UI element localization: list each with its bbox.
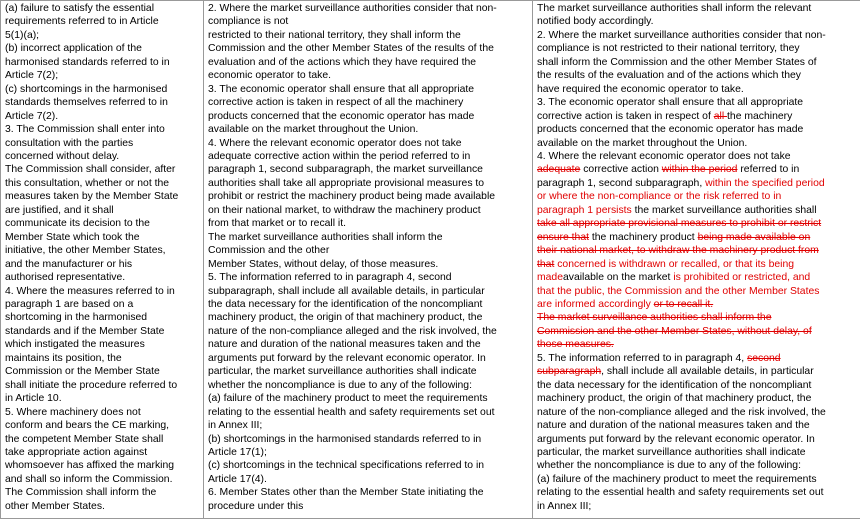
line-text: adequate corrective action within the period referred to in <box>208 150 471 162</box>
inserted-text: are informed accordingly <box>537 298 654 310</box>
text-line <box>208 298 528 311</box>
text-line <box>208 392 528 405</box>
column-proposal-text <box>204 1 533 519</box>
text-line <box>537 177 856 190</box>
line-text: Member States, without delay, of those measures. <box>208 258 439 270</box>
line-text: (a) failure of the machinery product to meet the requirements <box>537 473 817 485</box>
line-text: particular, the market surveillance authorities shall indicate <box>208 366 477 378</box>
text-line <box>208 231 528 244</box>
line-text: paragraph 1, second subparagraph, the market surveillance <box>208 164 483 176</box>
text-line <box>5 271 199 284</box>
line-text: in Annex III; <box>537 500 592 512</box>
deleted-text: those measures. <box>537 339 614 351</box>
text-line <box>5 419 199 432</box>
text-line <box>5 338 199 351</box>
text-line <box>5 150 199 163</box>
text-line <box>537 500 856 513</box>
text-line <box>208 365 528 378</box>
text-line <box>537 446 856 459</box>
line-text: 2. Where the market surveillance authorities consider that non- <box>537 29 826 41</box>
line-text: 5. The information referred to in paragraph 4, second <box>208 272 452 284</box>
text-line <box>5 177 199 190</box>
line-text: measures taken by the Member State <box>5 191 179 203</box>
line-text: harmonised standards referred to in <box>5 56 170 68</box>
text-line <box>208 258 528 271</box>
text-line <box>537 29 856 42</box>
line-text: Article 7(2). <box>5 110 59 122</box>
line-text: 6. Member States other than the Member State initiating the <box>208 487 484 499</box>
text-line <box>5 433 199 446</box>
text-line <box>537 244 856 257</box>
line-text: the results of the evaluation and of the actions which they <box>537 70 801 82</box>
text-line <box>208 433 528 446</box>
line-text: the market surveillance authorities shall <box>631 204 817 216</box>
line-text: nature and duration of the national measures taken and the <box>208 339 481 351</box>
line-text: communicate its decision to the <box>5 218 150 230</box>
text-line <box>5 311 199 324</box>
text-line <box>208 69 528 82</box>
text-line <box>5 392 199 405</box>
text-line <box>208 56 528 69</box>
text-line <box>208 29 528 42</box>
line-text: (c) shortcomings in the technical specifications referred to in <box>208 460 485 472</box>
line-text: 4. Where the relevant economic operator does not take <box>208 137 462 149</box>
line-text: requirements referred to in Article <box>5 16 159 28</box>
line-text: nature of the non-compliance alleged and the risk involved, the <box>208 325 497 337</box>
text-line <box>537 271 856 284</box>
text-line <box>5 2 199 15</box>
line-text: from that market or to recall it. <box>208 218 347 230</box>
line-text: standards and if the Member State <box>5 325 165 337</box>
deleted-text: second <box>747 352 781 364</box>
text-line <box>208 271 528 284</box>
text-line <box>208 42 528 55</box>
line-text: compliance is not <box>208 16 289 28</box>
line-text: available on the market throughout the Union. <box>537 137 748 149</box>
line-text: Commission and the other Member States of the results of the <box>208 43 494 55</box>
inserted-text: made <box>537 272 563 284</box>
line-text: 2. Where the market surveillance authorities consider that non- <box>208 3 497 14</box>
text-line <box>537 419 856 432</box>
line-text: and shall so inform the Commission. <box>5 473 173 485</box>
text-line <box>5 406 199 419</box>
text-line <box>208 473 528 486</box>
text-line <box>537 392 856 405</box>
text-line <box>5 96 199 109</box>
text-line <box>208 285 528 298</box>
text-line <box>537 123 856 136</box>
inserted-text: concerned is withdrawn or recalled, or that its being <box>554 258 795 270</box>
line-text: , shall include all available details, in particular <box>601 366 814 378</box>
line-text: Commission and the other <box>208 245 330 257</box>
line-text: corrective action is taken in respect of <box>537 110 714 122</box>
line-text: Article 17(1); <box>208 446 267 458</box>
line-text: the machinery <box>727 110 793 122</box>
line-text: notified body accordingly. <box>537 16 654 28</box>
line-text: machinery product, the origin of that machinery product, the <box>208 312 483 324</box>
text-line <box>5 446 199 459</box>
text-line <box>208 500 528 513</box>
line-text: compliance is not restricted to their national territory, they <box>537 43 800 55</box>
inserted-text: paragraph 1 persists <box>537 204 632 216</box>
text-line <box>5 29 199 42</box>
inserted-text: within the specified period <box>705 177 825 189</box>
text-line <box>537 285 856 298</box>
text-line <box>5 379 199 392</box>
line-text: the machinery product <box>589 231 698 243</box>
deleted-text: subparagraph <box>537 366 602 378</box>
text-line <box>5 298 199 311</box>
line-text: standards themselves referred to in <box>5 97 168 109</box>
line-text: evaluation and of the actions which they have required the <box>208 56 477 68</box>
text-line <box>537 433 856 446</box>
text-line <box>208 352 528 365</box>
line-text: 4. Where the measures referred to in <box>5 285 175 297</box>
line-text: Article 7(2); <box>5 70 59 82</box>
line-text: prohibit or restrict the machinery product being made available <box>208 191 496 203</box>
text-line <box>208 244 528 257</box>
line-text: products concerned that the economic operator has made <box>208 110 475 122</box>
deleted-text: that <box>537 258 555 270</box>
text-line <box>537 15 856 28</box>
deleted-text: within the period <box>661 164 738 176</box>
text-line <box>5 258 199 271</box>
text-line <box>5 42 199 55</box>
text-line <box>537 204 856 217</box>
line-text: paragraph 1, second subparagraph, <box>537 177 706 189</box>
deleted-text: The market surveillance authorities shall inform the <box>537 312 772 324</box>
text-line <box>208 217 528 230</box>
text-line <box>537 137 856 150</box>
line-text: consultation with the parties <box>5 137 134 149</box>
line-text: Commission or the Member State <box>5 366 160 378</box>
line-text: available on the market throughout the Union. <box>208 124 419 136</box>
line-text: the data necessary for the identification of the noncompliant <box>208 298 483 310</box>
text-line <box>5 83 199 96</box>
line-text: relating to the essential health and safety requirements set out <box>208 406 495 418</box>
text-line <box>5 15 199 28</box>
line-text: shall initiate the procedure referred to <box>5 379 178 391</box>
line-text: 5. The information referred to in paragraph 4, <box>537 352 748 364</box>
line-text: have required the economic operator to take. <box>537 83 744 95</box>
line-text: and the manufacturer or his <box>5 258 133 270</box>
deleted-text: ensure that <box>537 231 589 243</box>
text-line <box>208 338 528 351</box>
line-text: Member State which took the <box>5 231 140 243</box>
text-line <box>208 204 528 217</box>
text-line <box>208 486 528 499</box>
text-line <box>5 231 199 244</box>
line-text: Article 17(4). <box>208 473 267 485</box>
text-line <box>537 110 856 123</box>
line-text: which instigated the measures <box>5 339 145 351</box>
text-line <box>537 258 856 271</box>
deleted-text: Commission and the other Member States, without delay, of <box>537 325 812 337</box>
text-line <box>537 406 856 419</box>
text-line <box>208 83 528 96</box>
text-line <box>537 2 856 15</box>
line-text: in Annex III; <box>208 420 263 432</box>
column-directive-text <box>1 1 204 519</box>
line-text: restricted to their national territory, they shall inform the <box>208 29 461 41</box>
text-line <box>537 83 856 96</box>
line-text: arguments put forward by the relevant economic operator. In <box>208 352 486 364</box>
line-text: particular, the market surveillance authorities shall indicate <box>537 446 806 458</box>
line-text: economic operator to take. <box>208 70 332 82</box>
inserted-text: that the public, the Commission and the other Member States <box>537 285 820 297</box>
text-line <box>537 379 856 392</box>
text-line <box>537 217 856 230</box>
line-text: shortcoming in the harmonised <box>5 312 148 324</box>
line-text: the competent Member State shall <box>5 433 164 445</box>
line-text: 5(1)(a); <box>5 29 40 41</box>
text-line <box>208 311 528 324</box>
text-line <box>537 42 856 55</box>
text-line <box>5 473 199 486</box>
line-text: relating to the essential health and safety requirements set out <box>537 487 824 499</box>
text-line <box>537 298 856 311</box>
text-line <box>5 352 199 365</box>
line-text: initiative, the other Member States, <box>5 245 166 257</box>
text-line <box>208 2 528 15</box>
text-line <box>537 150 856 163</box>
text-line <box>5 56 199 69</box>
line-text: concerned without delay. <box>5 150 120 162</box>
line-text: take appropriate action against <box>5 446 148 458</box>
text-line <box>208 150 528 163</box>
line-text: the data necessary for the identification of the noncompliant <box>537 379 812 391</box>
line-text: subparagraph, shall include all available details, in particular <box>208 285 485 297</box>
line-text: whether the noncompliance is due to any of the following: <box>537 460 801 472</box>
text-line <box>5 137 199 150</box>
line-text: (c) shortcomings in the harmonised <box>5 83 168 95</box>
line-text: nature and duration of the national measures taken and the <box>537 420 810 432</box>
line-text: paragraph 1 are based on a <box>5 298 134 310</box>
text-line <box>208 406 528 419</box>
inserted-text: or where the non-compliance or the risk referred to in <box>537 191 782 203</box>
text-line <box>537 190 856 203</box>
line-text: 4. Where the relevant economic operator does not take <box>537 150 791 162</box>
line-text: (a) failure to satisfy the essential <box>5 3 155 14</box>
text-line <box>208 459 528 472</box>
line-text: in Article 10. <box>5 393 62 405</box>
text-line <box>5 459 199 472</box>
text-line <box>5 69 199 82</box>
text-line <box>537 311 856 324</box>
text-line <box>537 231 856 244</box>
text-line <box>208 110 528 123</box>
line-text: authorities shall take all appropriate provisional measures to <box>208 177 485 189</box>
line-text: this consultation, whether or not the <box>5 177 170 189</box>
text-line <box>208 190 528 203</box>
text-line <box>208 137 528 150</box>
line-text: corrective action is taken in respect of all the machinery <box>208 97 464 109</box>
line-text: The Commission shall inform the <box>5 487 157 499</box>
text-line <box>537 96 856 109</box>
text-line <box>537 365 856 378</box>
text-line <box>5 217 199 230</box>
deleted-text: take all appropriate provisional measures to prohibit or restrict <box>537 218 822 230</box>
text-line <box>208 96 528 109</box>
text-line <box>537 486 856 499</box>
line-text: (b) incorrect application of the <box>5 43 142 55</box>
text-line <box>537 459 856 472</box>
line-text: authorised representative. <box>5 272 126 284</box>
text-line <box>537 163 856 176</box>
line-text: on their national market, to withdraw the machinery product <box>208 204 481 216</box>
deleted-text: being made available on <box>697 231 811 243</box>
line-text: 3. The economic operator shall ensure that all appropriate <box>208 83 475 95</box>
text-line <box>5 123 199 136</box>
column-amended-text <box>533 1 860 519</box>
text-line <box>5 190 199 203</box>
text-line <box>208 325 528 338</box>
deleted-text: or to recall it. <box>653 298 714 310</box>
line-text: available on the market <box>563 272 674 284</box>
text-line <box>208 15 528 28</box>
deleted-text: adequate <box>537 164 581 176</box>
inserted-text: is prohibited or restricted, and <box>673 272 811 284</box>
text-line <box>5 365 199 378</box>
text-line <box>208 177 528 190</box>
line-text: conform and bears the CE marking, <box>5 420 170 432</box>
line-text: arguments put forward by the relevant economic operator. In <box>537 433 815 445</box>
text-line <box>208 123 528 136</box>
text-line <box>537 338 856 351</box>
deleted-text: all <box>713 110 728 122</box>
line-text: whomsoever has affixed the marking <box>5 460 175 472</box>
line-text: referred to in <box>737 164 800 176</box>
deleted-text: their national market, to withdraw the machinery product from <box>537 245 819 257</box>
line-text: The Commission shall consider, after <box>5 164 176 176</box>
comparison-row <box>1 1 860 519</box>
line-text: The market surveillance authorities shall inform the relevant <box>537 3 812 14</box>
line-text: The market surveillance authorities shall inform the <box>208 231 443 243</box>
line-text: procedure under this <box>208 500 304 512</box>
line-text: (b) shortcomings in the harmonised standards referred to in <box>208 433 482 445</box>
text-line <box>208 379 528 392</box>
text-line <box>5 204 199 217</box>
text-line <box>537 473 856 486</box>
text-line <box>5 110 199 123</box>
text-line <box>5 285 199 298</box>
text-line <box>5 500 199 513</box>
line-text: products concerned that the economic operator has made <box>537 124 804 136</box>
text-line <box>208 446 528 459</box>
text-line <box>537 56 856 69</box>
line-text: corrective action <box>580 164 662 176</box>
line-text: shall inform the Commission and the other Member States of <box>537 56 817 68</box>
line-text: are justified, and it shall <box>5 204 114 216</box>
line-text: maintains its position, the <box>5 352 122 364</box>
text-line <box>5 244 199 257</box>
text-line <box>537 69 856 82</box>
text-line <box>537 325 856 338</box>
text-line <box>5 325 199 338</box>
line-text: 3. The economic operator shall ensure that all appropriate <box>537 97 804 109</box>
line-text: machinery product, the origin of that machinery product, the <box>537 393 812 405</box>
text-line <box>208 163 528 176</box>
line-text: nature of the non-compliance alleged and the risk involved, the <box>537 406 826 418</box>
text-line <box>5 163 199 176</box>
text-line <box>537 352 856 365</box>
line-text: (a) failure of the machinery product to meet the requirements <box>208 393 488 405</box>
text-line <box>208 419 528 432</box>
line-text: 5. Where machinery does not <box>5 406 141 418</box>
line-text: 3. The Commission shall enter into <box>5 124 165 136</box>
line-text: whether the noncompliance is due to any of the following: <box>208 379 472 391</box>
text-line <box>5 486 199 499</box>
line-text: other Member States. <box>5 500 105 512</box>
